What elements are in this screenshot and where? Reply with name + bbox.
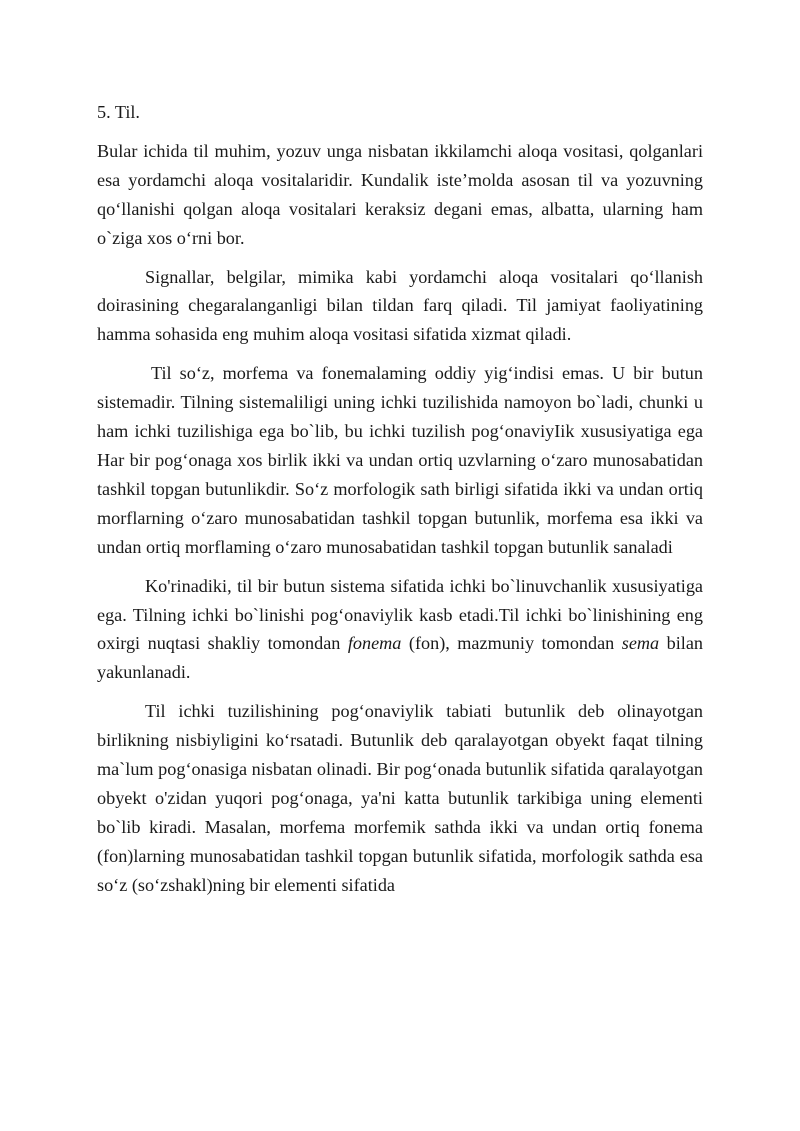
paragraph-4-text-c: bilan yakunlanadi. <box>97 633 703 683</box>
paragraph-3: Til so‘z, morfema va fonemalaming oddiy yig‘indisi emas. U bir butun sistemadir. Tilning sistemaliligi uning ichki tuzilishida namoyon bo`ladi, chunki u ham ichki tuzilishiga ega bo`lib, bu ichki tuzilish pog‘onaviyIik xususiyatiga ega Har bir pog‘onaga xos birlik ikki va undan ortiq uzvlarning o‘zaro munosabatidan tashkil topgan butunlikdir. So‘z morfologik sath birligi sifatida ikki va undan ortiq morflarning o‘zaro munosabatidan tashkil topgan butunlik, morfema esa ikki va undan ortiq morflaming o‘zaro munosabatidan tashkil topgan butunlik sanaladi <box>97 363 703 557</box>
paragraph-2: Signallar, belgilar, mimika kabi yordamchi aloqa vositalari qo‘llanish doirasining chegaralanganligi bilan tildan farq qiladi. Til jamiyat faoliyatining hamma sohasida eng muhim aloqa vositasi sifatida xizmat qiladi. <box>97 266 703 345</box>
paragraph-4-text-b: (fon), mazmuniy tomondan <box>401 633 622 654</box>
document-page <box>97 98 703 910</box>
term-fonema: fonema <box>347 633 402 654</box>
paragraph-1: Bular ichida til muhim, yozuv unga nisbatan ikkilamchi aloqa vositasi, qolganlari esa yordamchi aloqa vositalaridir. Kundalik iste’molda asosan til va yozuvning qo‘llanishi qolgan aloqa vositalari keraksiz degani emas, albatta, ularning ham o`ziga xos o‘rni bor. <box>97 140 703 248</box>
paragraph-4-text-a: Ko'rinadiki, til bir butun sistema sifatida ichki bo`linuvchanlik xususiyatiga ega. Tilning ichki bo`linishi pog‘onaviylik kasb etadi.Til ichki bo`linishining eng oxirgi nuqtasi shakliy tomondan <box>97 575 703 654</box>
paragraph-5: Til ichki tuzilishining pog‘onaviylik tabiati butunlik deb olinayotgan birlikning nisbiyligini ko‘rsatadi. Butunlik deb qaralayotgan obyekt faqat tilning ma`lum pog‘onasiga nisbatan olinadi. Bir pog‘onada butunlik sifatida qaralayotgan obyekt o'zidan yuqori pog‘onaga, ya'ni katta butunlik tarkibiga uning elementi bo`lib kiradi. Masalan, morfema morfemik sathda ikki va undan ortiq fonema (fon)larning munosabatidan tashkil topgan butunlik sifatida, morfologik sathda esa so‘z (so‘zshakl)ning bir elementi sifatida <box>97 701 703 895</box>
paragraph-4 <box>97 572 703 688</box>
term-sema: sema <box>621 633 660 654</box>
section-heading: 5. Til. <box>97 102 140 122</box>
